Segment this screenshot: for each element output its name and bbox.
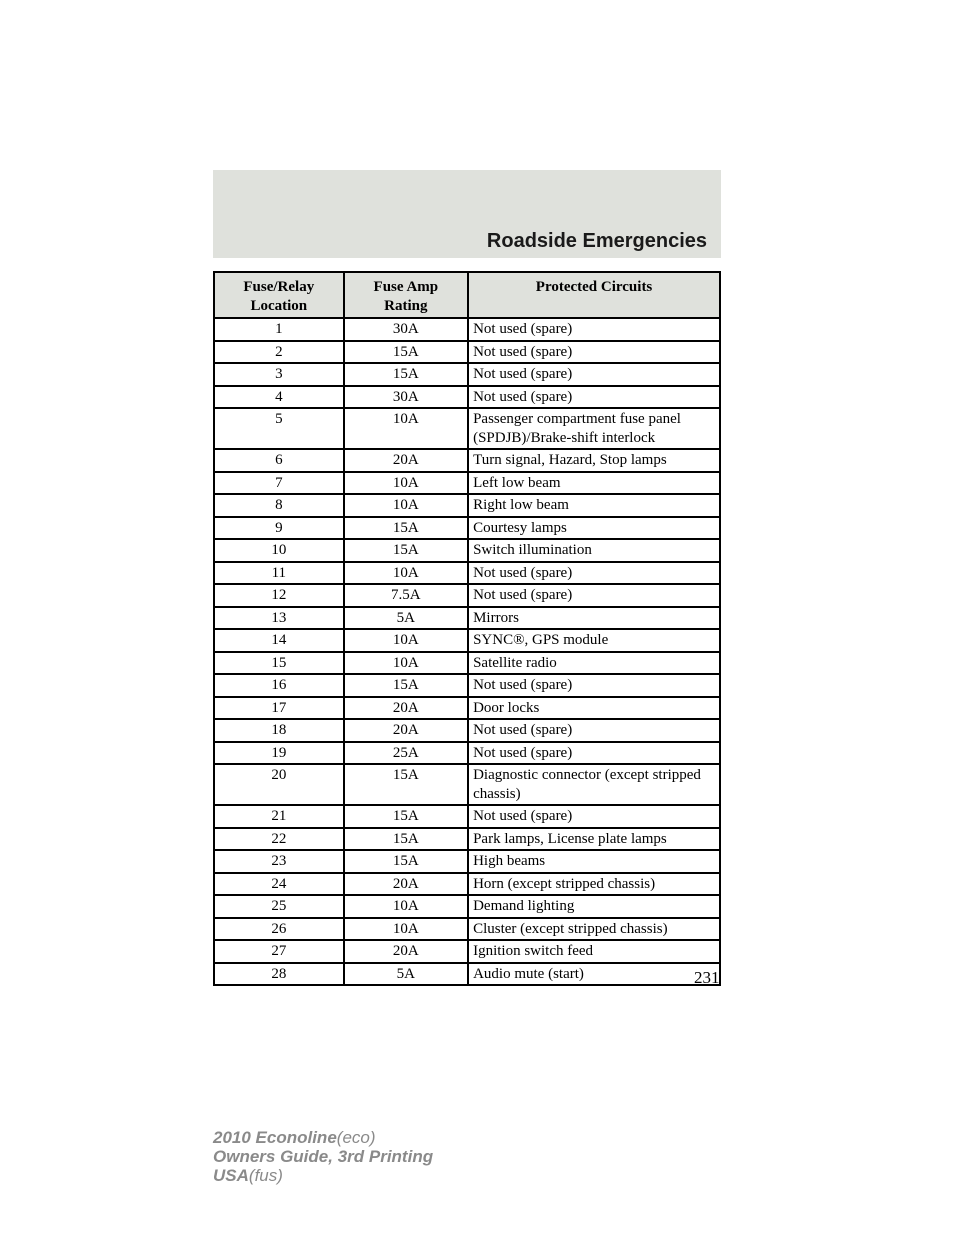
table-row [214,742,720,765]
fuse-amp-cell: 25A [344,742,468,765]
protected-circuit-cell: High beams [468,850,720,873]
protected-circuit-cell: Not used (spare) [468,805,720,828]
table-row [214,963,720,986]
fuse-location-cell: 1 [214,318,344,341]
fuse-amp-cell: 15A [344,517,468,540]
table-row [214,408,720,449]
table-row [214,539,720,562]
fuse-location-cell: 25 [214,895,344,918]
fuse-location-cell: 14 [214,629,344,652]
fuse-location-cell: 21 [214,805,344,828]
fuse-location-cell: 13 [214,607,344,630]
section-title: Roadside Emergencies [486,230,707,252]
fuse-location-cell: 26 [214,918,344,941]
protected-circuit-cell: Demand lighting [468,895,720,918]
table-row [214,719,720,742]
table-row [214,873,720,896]
table-row [214,895,720,918]
page-number: 231 [694,968,720,987]
footer-model: 2010 Econoline [213,1128,337,1147]
fuse-amp-cell: 10A [344,408,468,449]
table-row [214,607,720,630]
protected-circuit-cell: Not used (spare) [468,562,720,585]
fuse-location-cell: 27 [214,940,344,963]
fuse-location-cell: 16 [214,674,344,697]
fuse-amp-cell: 20A [344,449,468,472]
fuse-location-cell: 10 [214,539,344,562]
protected-circuit-cell: Ignition switch feed [468,940,720,963]
protected-circuit-cell: Not used (spare) [468,341,720,364]
table-row [214,386,720,409]
fuse-location-cell: 19 [214,742,344,765]
fuse-location-cell: 18 [214,719,344,742]
footer-market: USA [213,1166,249,1185]
table-row [214,584,720,607]
fuse-amp-cell: 15A [344,828,468,851]
protected-circuit-cell: Not used (spare) [468,742,720,765]
protected-circuit-cell: Cluster (except stripped chassis) [468,918,720,941]
column-header-amp-line1: Fuse Amp [373,279,439,295]
footer-model-code: (eco) [336,1128,376,1147]
table-row [214,517,720,540]
table-row [214,805,720,828]
fuse-amp-cell: 15A [344,341,468,364]
table-row [214,472,720,495]
protected-circuit-cell: Not used (spare) [468,386,720,409]
fuse-location-cell: 12 [214,584,344,607]
column-header-location-line1: Fuse/Relay [243,279,315,295]
table-row [214,828,720,851]
table-row [214,674,720,697]
table-row [214,494,720,517]
protected-circuit-cell: Not used (spare) [468,363,720,386]
fuse-location-cell: 24 [214,873,344,896]
fuse-amp-cell: 15A [344,674,468,697]
fuse-amp-cell: 10A [344,562,468,585]
footer-market-code: (fus) [248,1166,283,1185]
fuse-location-cell: 8 [214,494,344,517]
protected-circuit-cell: Left low beam [468,472,720,495]
table-row [214,918,720,941]
fuse-amp-cell: 10A [344,652,468,675]
table-row [214,318,720,341]
fuse-location-cell: 2 [214,341,344,364]
protected-circuit-cell: Right low beam [468,494,720,517]
protected-circuit-cell: Satellite radio [468,652,720,675]
fuse-location-cell: 4 [214,386,344,409]
fuse-amp-cell: 20A [344,873,468,896]
fuse-location-cell: 3 [214,363,344,386]
fuse-amp-cell: 30A [344,318,468,341]
fuse-location-cell: 28 [214,963,344,986]
protected-circuit-cell: Park lamps, License plate lamps [468,828,720,851]
table-header-row [214,272,720,318]
fuse-amp-cell: 15A [344,764,468,805]
table-row [214,764,720,805]
protected-circuit-cell: Audio mute (start) [468,963,720,986]
fuse-amp-cell: 7.5A [344,584,468,607]
footer-imprint [213,1128,433,1185]
fuse-location-cell: 6 [214,449,344,472]
protected-circuit-cell: Not used (spare) [468,674,720,697]
fuse-amp-cell: 10A [344,494,468,517]
fuse-amp-cell: 5A [344,607,468,630]
column-header-location-line2: Location [250,297,308,314]
protected-circuit-cell: Not used (spare) [468,584,720,607]
fuse-location-cell: 22 [214,828,344,851]
fuse-amp-cell: 20A [344,697,468,720]
protected-circuit-cell: Courtesy lamps [468,517,720,540]
protected-circuit-cell: Not used (spare) [468,318,720,341]
fuse-table-body [214,318,720,985]
table-row [214,850,720,873]
fuse-location-cell: 5 [214,408,344,449]
protected-circuit-cell: Diagnostic connector (except stripped chassis) [468,764,720,805]
protected-circuit-cell: Passenger compartment fuse panel (SPDJB)/Brake-shift interlock [468,408,720,449]
protected-circuit-cell: Turn signal, Hazard, Stop lamps [468,449,720,472]
table-row [214,562,720,585]
table-row [214,449,720,472]
column-header-amp-line2: Rating [384,297,428,314]
fuse-amp-cell: 10A [344,895,468,918]
footer-guide-edition: Owners Guide, 3rd Printing [213,1147,434,1166]
fuse-location-cell: 7 [214,472,344,495]
fuse-location-cell: 15 [214,652,344,675]
section-header-band [213,170,721,258]
table-row [214,629,720,652]
protected-circuit-cell: Not used (spare) [468,719,720,742]
protected-circuit-cell: Door locks [468,697,720,720]
fuse-location-cell: 20 [214,764,344,805]
table-row [214,341,720,364]
fuse-amp-cell: 5A [344,963,468,986]
fuse-location-cell: 9 [214,517,344,540]
column-header-location [214,272,344,318]
protected-circuit-cell: Switch illumination [468,539,720,562]
column-header-amp-rating [344,272,468,318]
fuse-amp-cell: 10A [344,629,468,652]
fuse-location-cell: 17 [214,697,344,720]
protected-circuit-cell: Horn (except stripped chassis) [468,873,720,896]
fuse-amp-cell: 10A [344,918,468,941]
table-row [214,940,720,963]
fuse-amp-cell: 30A [344,386,468,409]
fuse-location-cell: 23 [214,850,344,873]
fuse-amp-cell: 20A [344,719,468,742]
table-row [214,363,720,386]
table-row [214,697,720,720]
fuse-amp-cell: 15A [344,805,468,828]
protected-circuit-cell: SYNC®, GPS module [468,629,720,652]
table-row [214,652,720,675]
fuse-location-cell: 11 [214,562,344,585]
fuse-amp-cell: 10A [344,472,468,495]
fuse-amp-cell: 15A [344,363,468,386]
fuse-amp-cell: 15A [344,539,468,562]
fuse-table [213,271,721,986]
protected-circuit-cell: Mirrors [468,607,720,630]
column-header-protected-circuits: Protected Circuits [468,272,720,318]
fuse-amp-cell: 20A [344,940,468,963]
fuse-amp-cell: 15A [344,850,468,873]
